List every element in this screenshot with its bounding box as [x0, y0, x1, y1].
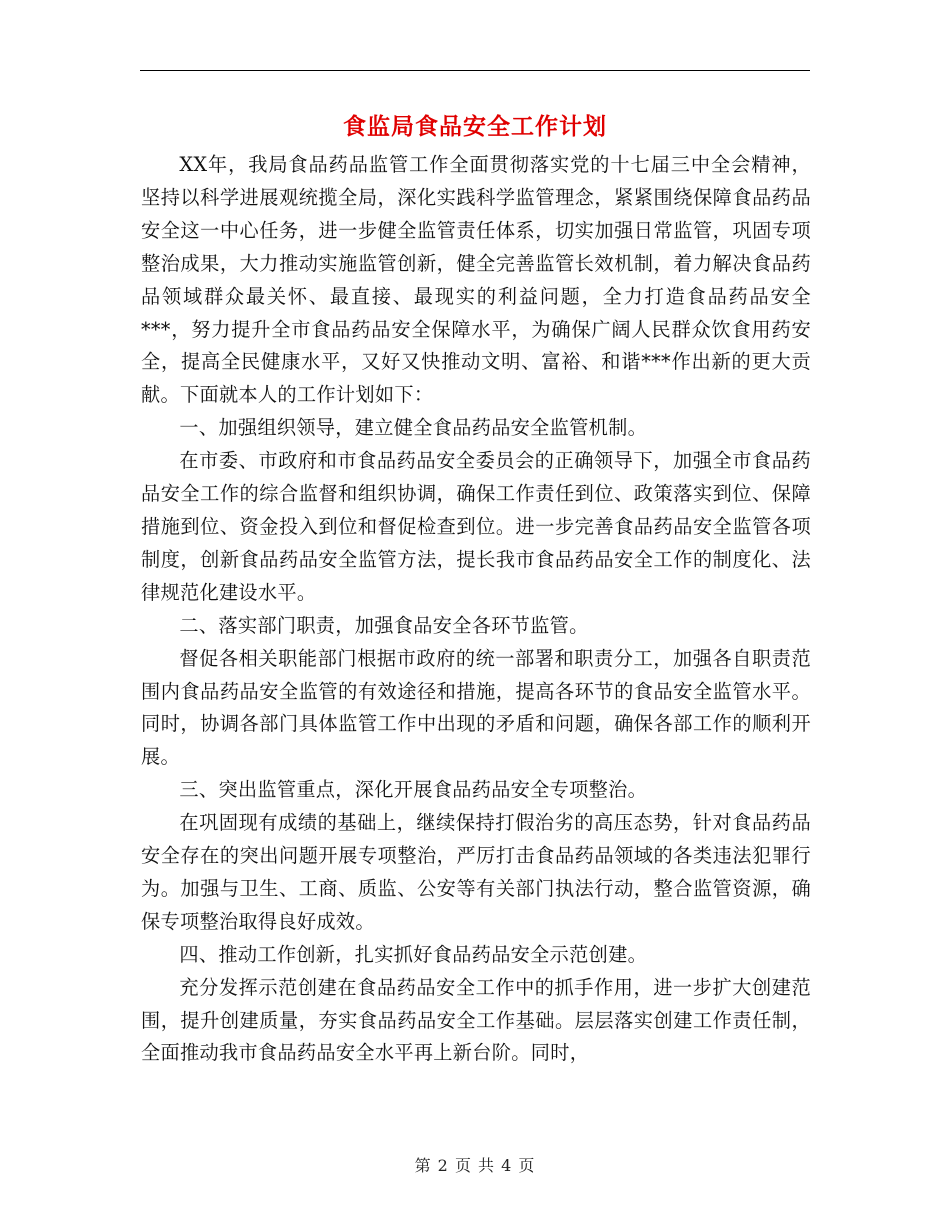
- header-rule: [140, 70, 810, 71]
- section-paragraph-3: 在巩固现有成绩的基础上，继续保持打假治劣的高压态势，针对食品药品安全存在的突出问题开展专项整治，严厉打击食品药品领域的各类违法犯罪行为。加强与卫生、工商、质监、公安等有关部门执法行动，整合监管资源，确保专项整治取得良好成效。: [141, 811, 811, 933]
- section-heading-3: 三、突出监管重点，深化开展食品药品安全专项整治。: [179, 778, 648, 802]
- section-heading-2: 二、落实部门职责，加强食品安全各环节监管。: [179, 613, 589, 637]
- intro-paragraph: XX年，我局食品药品监管工作全面贯彻落实党的十七届三中全会精神，坚持以科学进展观统揽全局，深化实践科学监管理念，紧紧围绕保障食品药品安全这一中心任务，进一步健全监管责任体系，切实加强日常监管，巩固专项整治成果，大力推动实施监管创新，健全完善监管长效机制，着力解决食品药品领域群众最关怀、最直接、最现实的利益问题，全力打造食品药品安全***，努力提升全市食品药品安全保障水平，为确保广阔人民群众饮食用药安全，提高全民健康水平，又好又快推动文明、富裕、和谐***作出新的更大贡献。下面就本人的工作计划如下：: [141, 153, 811, 407]
- section-heading-4: 四、推动工作创新，扎实抓好食品药品安全示范创建。: [179, 942, 648, 966]
- section-heading-1: 一、加强组织领导，建立健全食品药品安全监管机制。: [179, 416, 648, 440]
- section-paragraph-2: 督促各相关职能部门根据市政府的统一部署和职责分工，加强各自职责范围内食品药品安全监管的有效途径和措施，提高各环节的食品安全监管水平。同时，协调各部门具体监管工作中出现的矛盾和问题，确保各部工作的顺利开展。: [141, 646, 811, 769]
- section-paragraph-1: 在市委、市政府和市食品药品安全委员会的正确领导下，加强全市食品药品安全工作的综合监督和组织协调，确保工作责任到位、政策落实到位、保障措施到位、资金投入到位和督促检查到位。进一步完善食品药品安全监管各项制度，创新食品药品安全监管方法，提长我市食品药品安全工作的制度化、法律规范化建设水平。: [141, 449, 811, 604]
- page-number: 第 2 页 共 4 页: [414, 1156, 536, 1175]
- document-body: [141, 149, 811, 1070]
- section-paragraph-4: 充分发挥示范创建在食品药品安全工作中的抓手作用，进一步扩大创建范围，提升创建质量，夯实食品药品安全工作基础。层层落实创建工作责任制，全面推动我市食品药品安全水平再上新台阶。同时，: [141, 975, 811, 1065]
- document-title: 食监局食品安全工作计划: [343, 114, 607, 140]
